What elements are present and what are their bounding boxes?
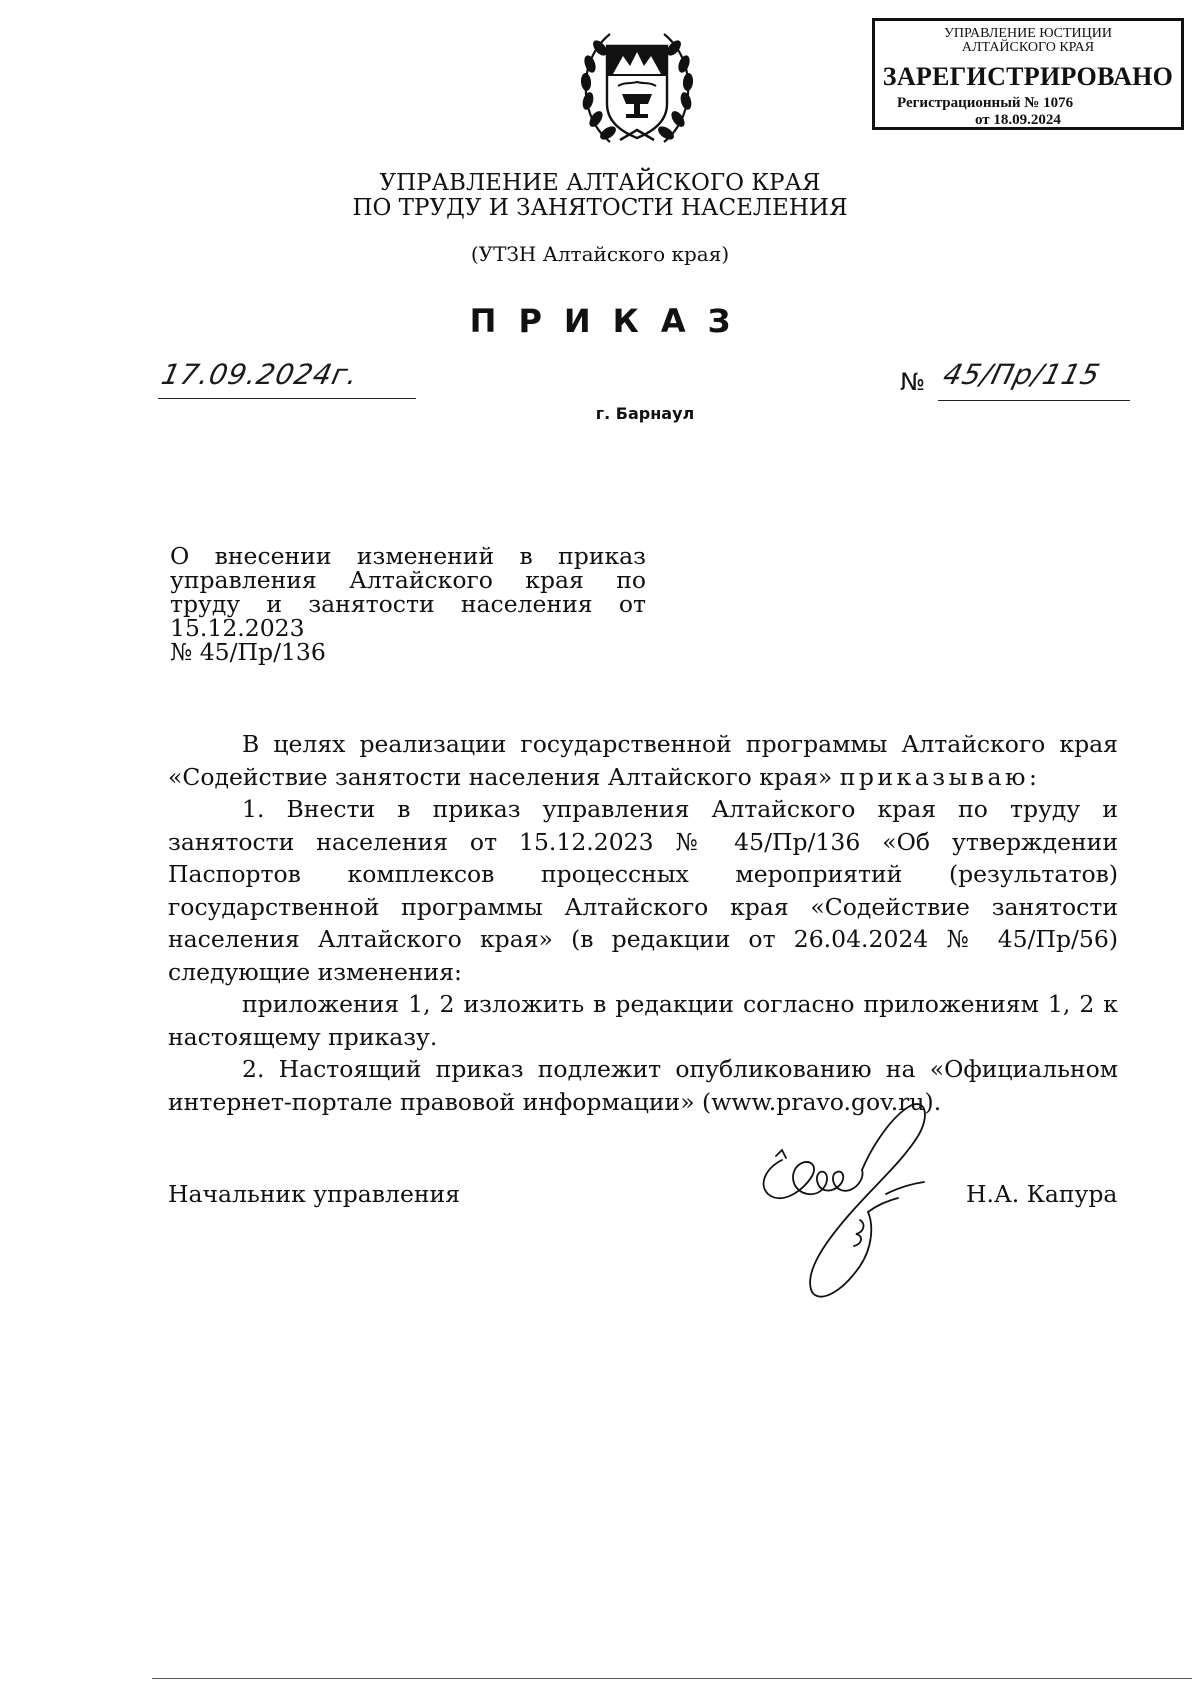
preamble-text: В целях реализации государственной программы Алтайского края «Содействие занятости населения Алтайского края» (168, 730, 1118, 791)
document-title: ПРИКАЗ (469, 302, 753, 340)
org-abbreviation: (УТЗН Алтайского края) (470, 242, 730, 266)
preamble-colon: : (1028, 762, 1037, 791)
subject-text: О внесении изменений в приказ управления Алтайского края по труду и занятости населения от 15.12.2023 (170, 542, 646, 642)
number-sign: № (900, 368, 925, 396)
subject-last-line: № 45/Пр/136 (170, 638, 326, 666)
stamp-status: ЗАРЕГИСТРИРОВАНО (882, 62, 1174, 91)
org-name-line1: УПРАВЛЕНИЕ АЛТАЙСКОГО КРАЯ (379, 170, 821, 196)
stamp-line1: УПРАВЛЕНИЕ ЮСТИЦИИ (944, 26, 1112, 41)
handwritten-date: 17.09.2024г. (158, 358, 362, 391)
stamp-reg-date: от 18.09.2024 (975, 112, 1061, 128)
date-underline (158, 398, 416, 399)
handwritten-number: 45/Пр/115 (939, 358, 1104, 391)
stamp-line2: АЛТАЙСКОГО КРАЯ (961, 40, 1095, 55)
number-underline (938, 400, 1130, 401)
coat-of-arms-emblem-icon (580, 24, 694, 150)
order-subject (170, 544, 646, 664)
paragraph-item-1-detail: приложения 1, 2 изложить в редакции согласно приложениям 1, 2 к настоящему приказу. (168, 990, 1118, 1051)
stamp-reg-number: Регистрационный № 1076 (897, 95, 1074, 111)
registration-stamp (872, 18, 1184, 130)
city: г. Барнаул (595, 404, 695, 423)
paragraph-preamble (168, 728, 1118, 793)
paragraph-item-2: 2. Настоящий приказ подлежит опубликованию на «Официальном интернет-портале правовой информации» (www.pravo.gov.ru). (168, 1055, 1118, 1116)
signatory-position: Начальник управления (168, 1180, 461, 1208)
paragraph-item-1: 1. Внести в приказ управления Алтайского края по труду и занятости населения от 15.12.2023 № 45/Пр/136 «Об утверждении Паспортов комплексов процессных мероприятий (результатов) государственной программы Алтайского края «Содействие занятости населения Алтайского края» (в редакции от 26.04.2024 № 45/Пр/56) следующие изменения: (168, 795, 1118, 986)
handwritten-signature-icon (752, 1098, 952, 1298)
org-name-line2: ПО ТРУДУ И ЗАНЯТОСТИ НАСЕЛЕНИЯ (352, 195, 848, 221)
preamble-order-word: приказываю (839, 762, 1029, 791)
signatory-name: Н.А. Капура (966, 1180, 1118, 1208)
page-bottom-edge (152, 1678, 1192, 1679)
order-body (168, 728, 1118, 1118)
